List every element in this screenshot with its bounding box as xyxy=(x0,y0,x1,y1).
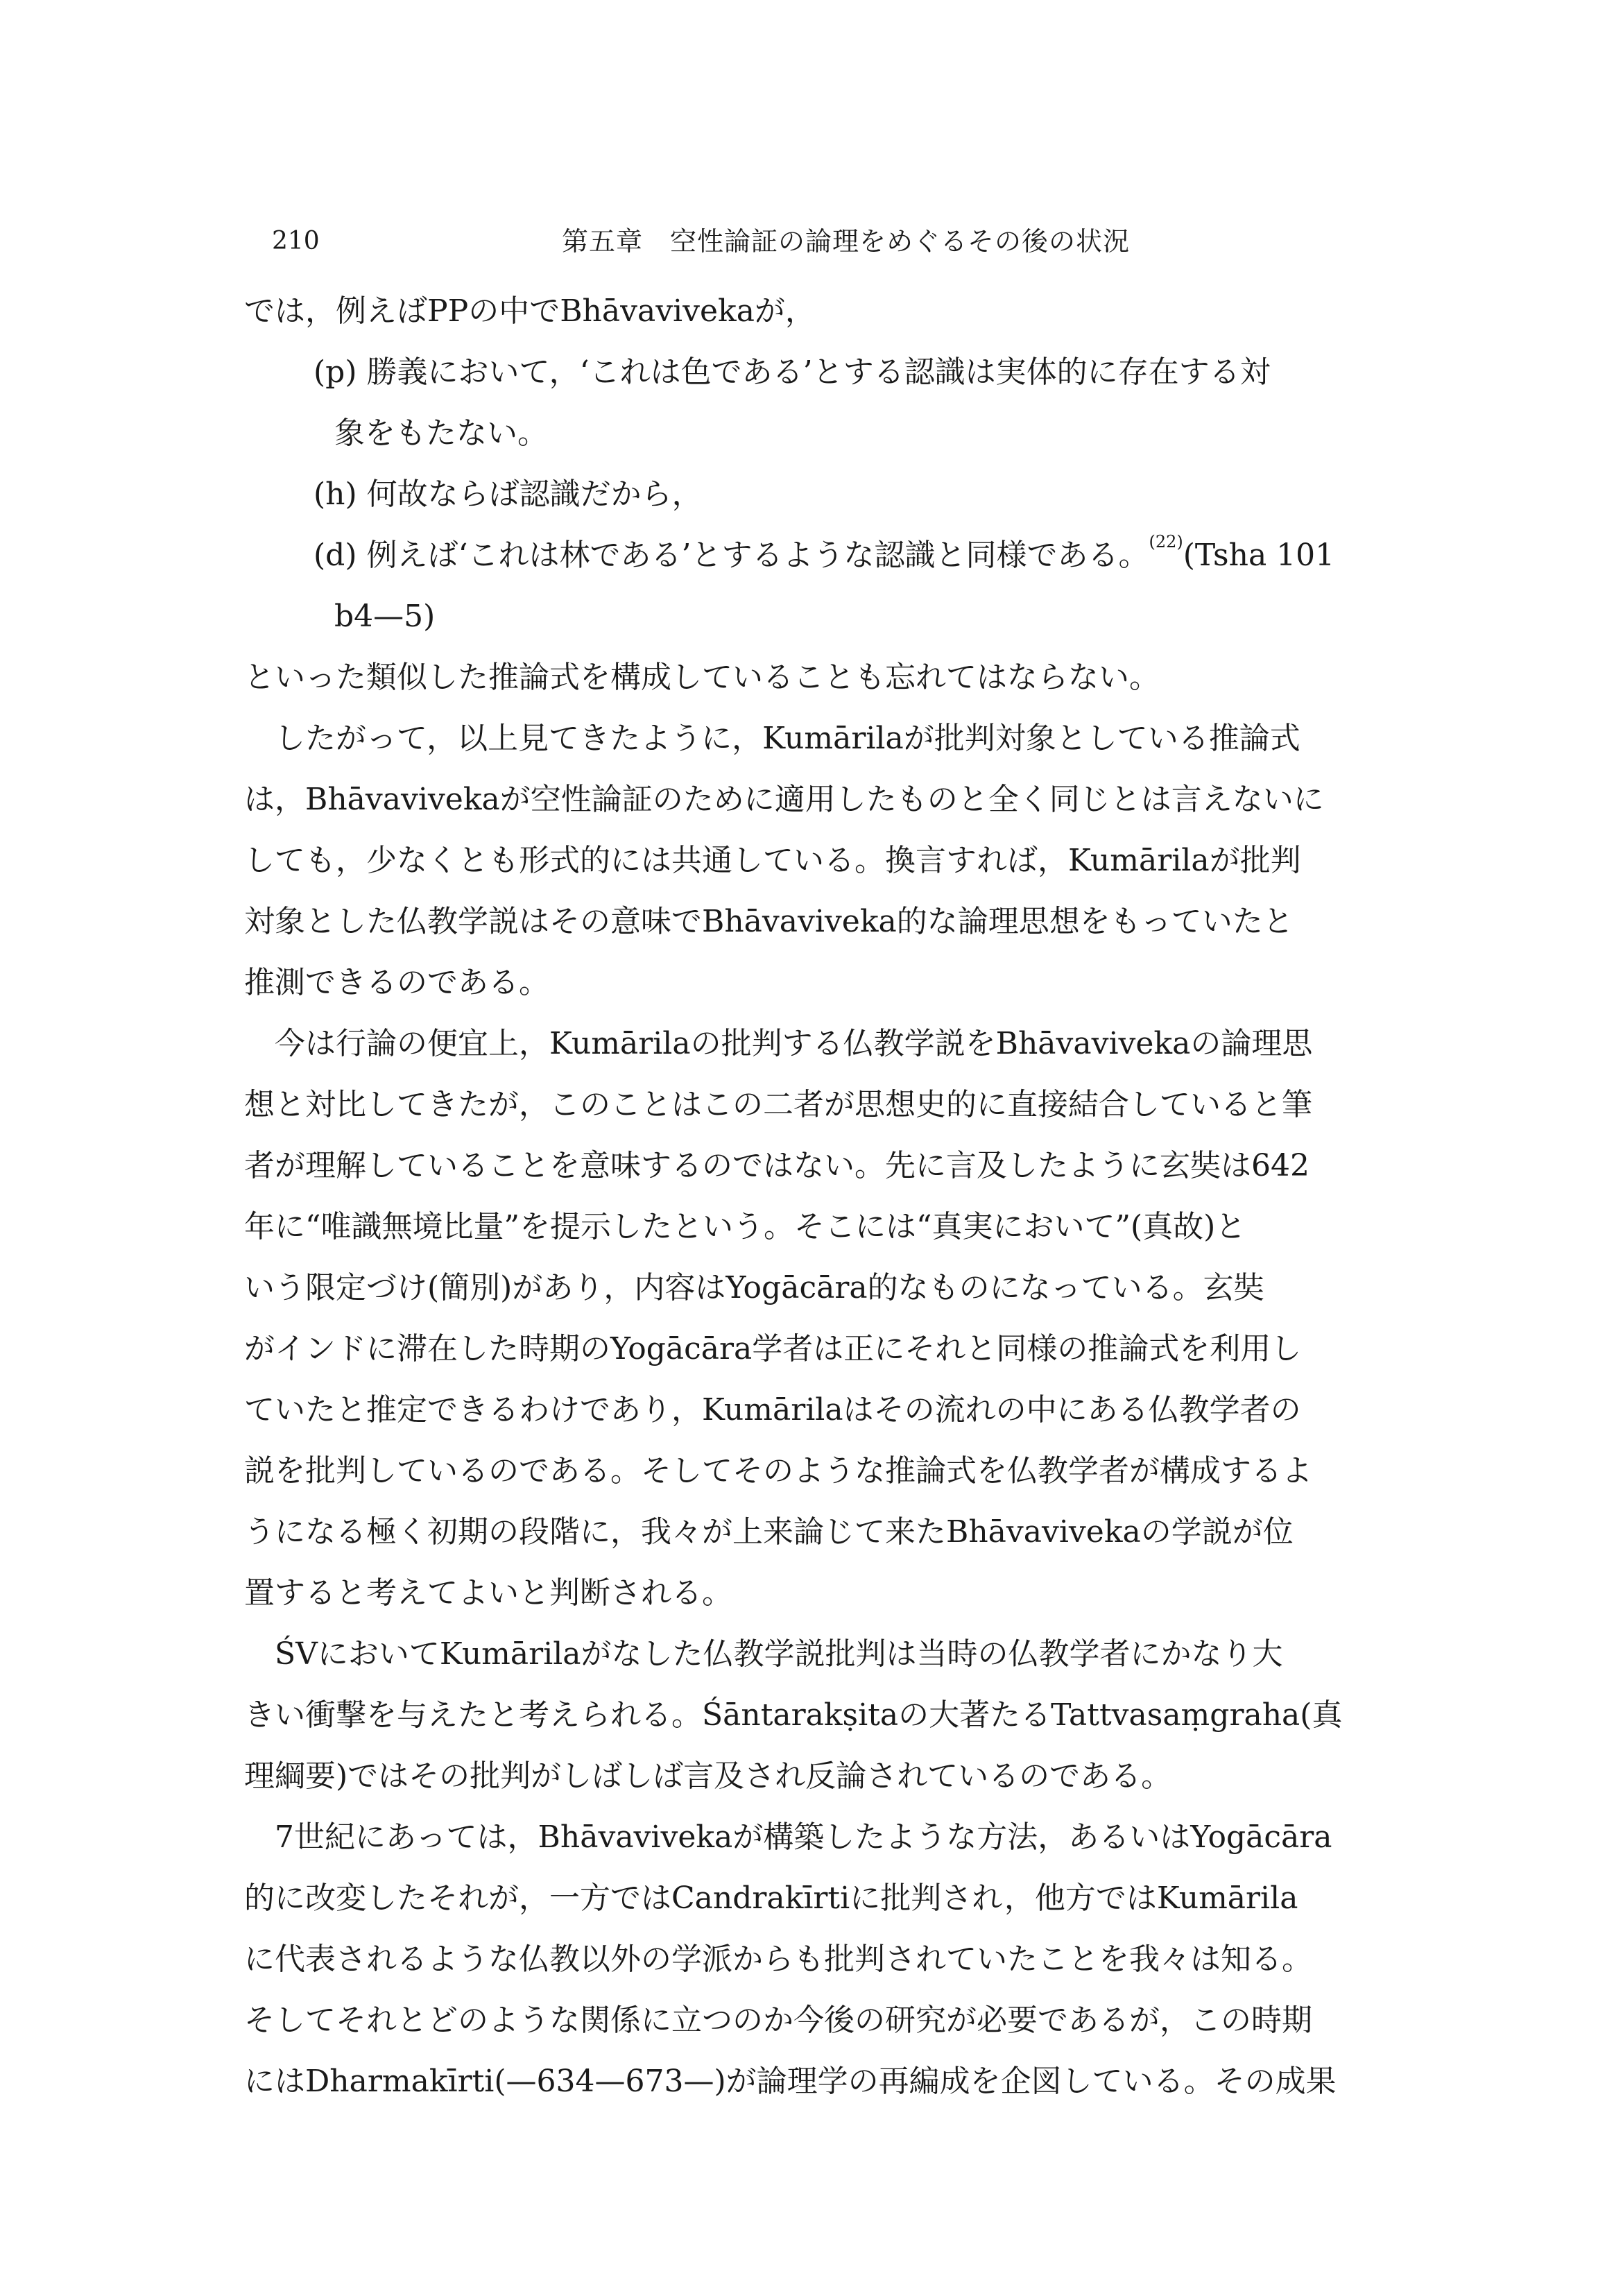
paragraph-start: 7世紀にあっては，Bhāvavivekaが構築したような方法，あるいはYogācāra xyxy=(275,1819,1332,1855)
text-line: しても，少なくとも形式的には共通している。換言すれば，Kumārilaが批判 xyxy=(244,843,1301,878)
text-line: うになる極く初期の段階に，我々が上来論じて来たBhāvavivekaの学説が位 xyxy=(244,1514,1294,1550)
list-item-h: (h) 何故ならば認識だから， xyxy=(314,477,703,512)
paragraph-start: 今は行論の便宜上，Kumārilaの批判する仏教学説をBhāvavivekaの論理思 xyxy=(275,1026,1313,1061)
text-line: にはDharmakīrti(—634—673—)が論理学の再編成を企図している。その成果 xyxy=(244,2064,1337,2099)
text-line: 説を批判しているのである。そしてそのような推論式を仏教学者が構成するよ xyxy=(244,1453,1312,1489)
text-line: いう限定づけ(簡別)があり，内容はYogācāra的なものになっている。玄奘 xyxy=(244,1270,1264,1305)
running-title: 第五章 空性論証の論理をめぐるその後の状況 xyxy=(562,226,1131,257)
text-line: に代表されるような仏教以外の学派からも批判されていたことを我々は知る。 xyxy=(244,1942,1312,1977)
text-line: 者が理解していることを意味するのではない。先に言及したように玄奘は642 xyxy=(244,1148,1309,1183)
citation: (Tsha 101 xyxy=(1183,538,1335,573)
text-line: 年に“唯識無境比量”を提示したという。そこには“真実において”(真故)と xyxy=(244,1209,1246,1244)
list-item-p-cont: 象をもたない。 xyxy=(334,415,548,451)
text-line: 想と対比してきたが，このことはこの二者が思想史的に直接結合していると筆 xyxy=(244,1087,1312,1122)
text-line: は，Bhāvavivekaが空性論証のために適用したものと全く同じとは言えないに xyxy=(244,782,1324,817)
text-line: がインドに滞在した時期のYogācāra学者は正にそれと同様の推論式を利用し xyxy=(244,1331,1302,1367)
list-item-p: (p) 勝義において，‘これは色である’とする認識は実体的に存在する対 xyxy=(314,354,1271,390)
text-line: では，例えばPPの中でBhāvavivekaが， xyxy=(244,293,816,329)
text-line: 的に改変したそれが，一方ではCandrakīrtiに批判され，他方ではKumārila xyxy=(244,1881,1298,1916)
text-line: といった類似した推論式を構成していることも忘れてはならない。 xyxy=(244,660,1160,695)
list-item-d-text: (d) 例えば‘これは林である’とするような認識と同様である。 xyxy=(314,538,1149,573)
paragraph-start: したがって，以上見てきたように，Kumārilaが批判対象としている推論式 xyxy=(275,721,1300,756)
page-body xyxy=(244,281,1437,2112)
text-line: 置すると考えてよいと判断される。 xyxy=(244,1575,732,1611)
text-line: 推測できるのである。 xyxy=(244,965,549,1000)
list-item-d-cont: b4—5) xyxy=(334,599,436,634)
page-number: 210 xyxy=(272,227,320,255)
text-line: ていたと推定できるわけであり，Kumārilaはその流れの中にある仏教学者の xyxy=(244,1392,1301,1428)
text-line: 理綱要)ではその批判がしばしば言及され反論されているのである。 xyxy=(244,1758,1172,1794)
text-line: そしてそれとどのような関係に立つのか今後の研究が必要であるが，この時期 xyxy=(244,2003,1312,2038)
text-line: きい衝撃を与えたと考えられる。Śāntarakṣitaの大著たるTattvasaṃgraha(真 xyxy=(244,1697,1343,1733)
text-line: 対象とした仏教学説はその意味でBhāvaviveka的な論理思想をもっていたと xyxy=(244,904,1294,939)
footnote-ref: (22) xyxy=(1149,532,1183,551)
list-item-d xyxy=(244,525,1437,586)
paragraph-start: ŚVにおいてKumārilaがなした仏教学説批判は当時の仏教学者にかなり大 xyxy=(275,1636,1283,1672)
page-header xyxy=(0,221,1623,262)
